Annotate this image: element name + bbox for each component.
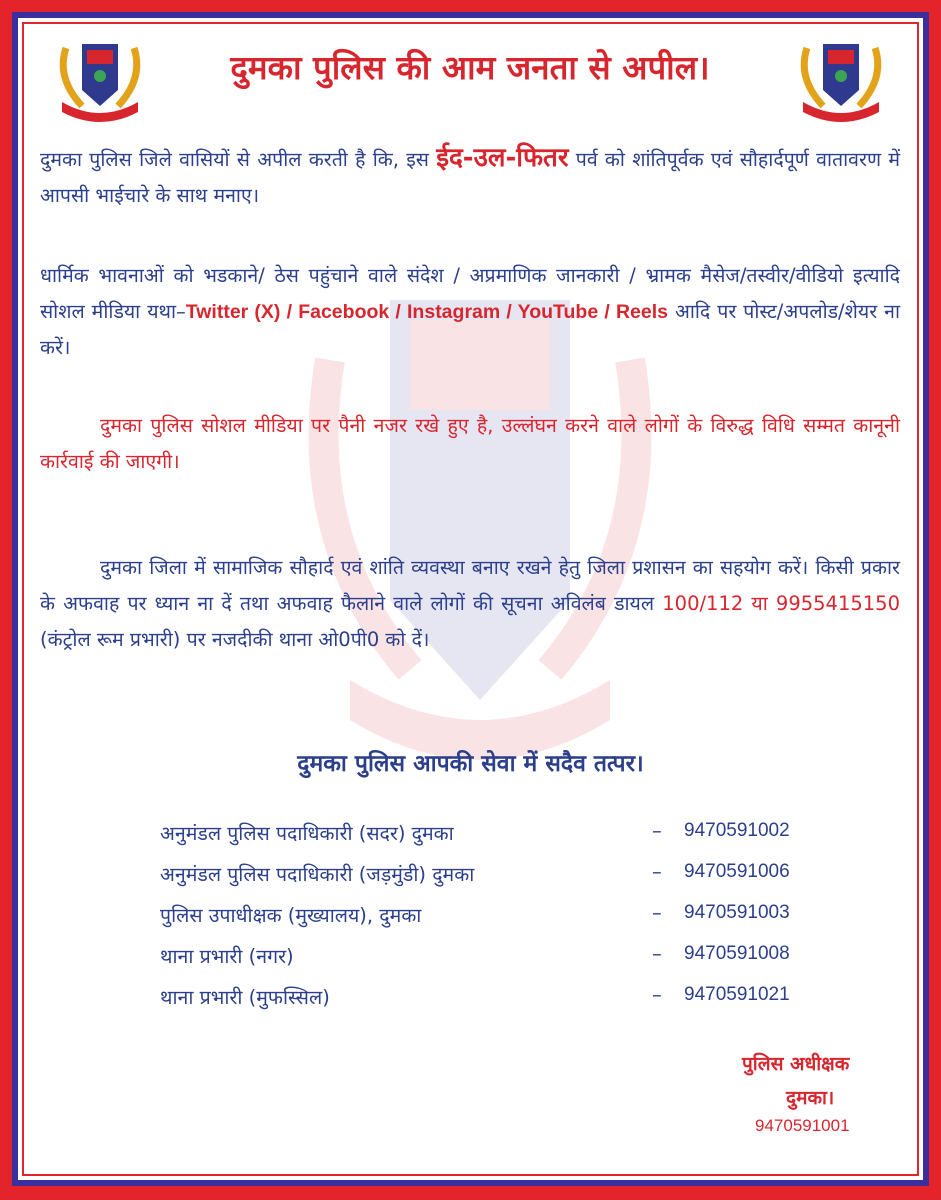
social-media-warning-text-end: आदि पर पोस्ट/अपलोड/शेयर ना करें।: [40, 300, 901, 359]
contact-row: [160, 938, 860, 979]
legal-action-text: दुमका पुलिस सोशल मीडिया पर पैनी नजर रखे हुए है, उल्लंघन करने वाले लोगों के विरुद्ध विधि सम्मत कानूनी कार्रवाई की जाएगी।: [40, 414, 900, 473]
contact-name: अनुमंडल पुलिस पदाधिकारी (सदर) दुमका: [160, 822, 454, 845]
jharkhand-police-logo-right: [793, 28, 889, 124]
contact-dash: –: [652, 819, 662, 842]
social-media-warning-paragraph: [40, 258, 900, 366]
contact-row: [160, 856, 860, 897]
harmony-appeal-paragraph: [40, 550, 900, 658]
contact-name: थाना प्रभारी (मुफस्सिल): [160, 986, 330, 1009]
festival-appeal-text: दुमका पुलिस जिले वासियों से अपील करती है कि, इस: [40, 148, 429, 171]
legal-action-paragraph: [40, 408, 900, 480]
jharkhand-police-logo-left: [52, 28, 148, 124]
contact-name: अनुमंडल पुलिस पदाधिकारी (जड़मुंडी) दुमका: [160, 863, 475, 886]
page-title: दुमका पुलिस की आम जनता से अपील।: [230, 48, 710, 87]
contact-row: [160, 979, 860, 1020]
dial-numbers: 100/112 या 9955415150: [662, 592, 900, 615]
signature-phone: 9470591001: [755, 1116, 850, 1135]
social-media-platforms: Twitter (X) / Facebook / Instagram / YouTube / Reels: [185, 301, 668, 323]
contact-dash: –: [652, 983, 662, 1006]
contact-row: [160, 897, 860, 938]
festival-appeal-paragraph: [40, 140, 900, 214]
contact-phone: 9470591021: [684, 984, 790, 1005]
signature-place: दुमका।: [786, 1087, 835, 1109]
contact-dash: –: [652, 860, 662, 883]
contact-list: [160, 815, 860, 1020]
contact-phone: 9470591002: [684, 820, 790, 841]
service-tagline: दुमका पुलिस आपकी सेवा में सदैव तत्पर।: [297, 751, 644, 777]
social-media-warning-text: धार्मिक भावनाओं को भडकाने/ ठेस पहुंचाने वाले संदेश / अप्रमाणिक जानकारी / भ्रामक मैसेज/तस्वीर/वीडियो इत्यादि सोशल मीडिया यथा–: [40, 264, 900, 323]
contact-phone: 9470591006: [684, 861, 790, 882]
signature-designation: पुलिस अधीक्षक: [742, 1053, 850, 1075]
contact-row: [160, 815, 860, 856]
harmony-appeal-text: दुमका जिला में सामाजिक सौहार्द एवं शांति व्यवस्था बनाए रखने हेतु जिला प्रशासन का सहयोग करें। किसी प्रकार के अफवाह पर ध्यान ना दें तथा अफवाह फैलाने वाले लोगों की सूचना अविलंब डायल: [40, 556, 900, 615]
festival-name: ईद-उल-फितर: [436, 143, 569, 173]
contact-name: पुलिस उपाधीक्षक (मुख्यालय), दुमका: [160, 904, 422, 927]
harmony-appeal-text-end: (कंट्रोल रूम प्रभारी) पर नजदीकी थाना ओ0पी0 को दें।: [40, 628, 430, 651]
contact-phone: 9470591003: [684, 902, 790, 923]
contact-dash: –: [652, 942, 662, 965]
contact-name: थाना प्रभारी (नगर): [160, 945, 294, 968]
contact-dash: –: [652, 901, 662, 924]
festival-appeal-text-end: पर्व को शांतिपूर्वक एवं सौहार्दपूर्ण वातावरण में आपसी भाईचारे के साथ मनाए।: [40, 148, 901, 207]
contact-phone: 9470591008: [684, 943, 790, 964]
